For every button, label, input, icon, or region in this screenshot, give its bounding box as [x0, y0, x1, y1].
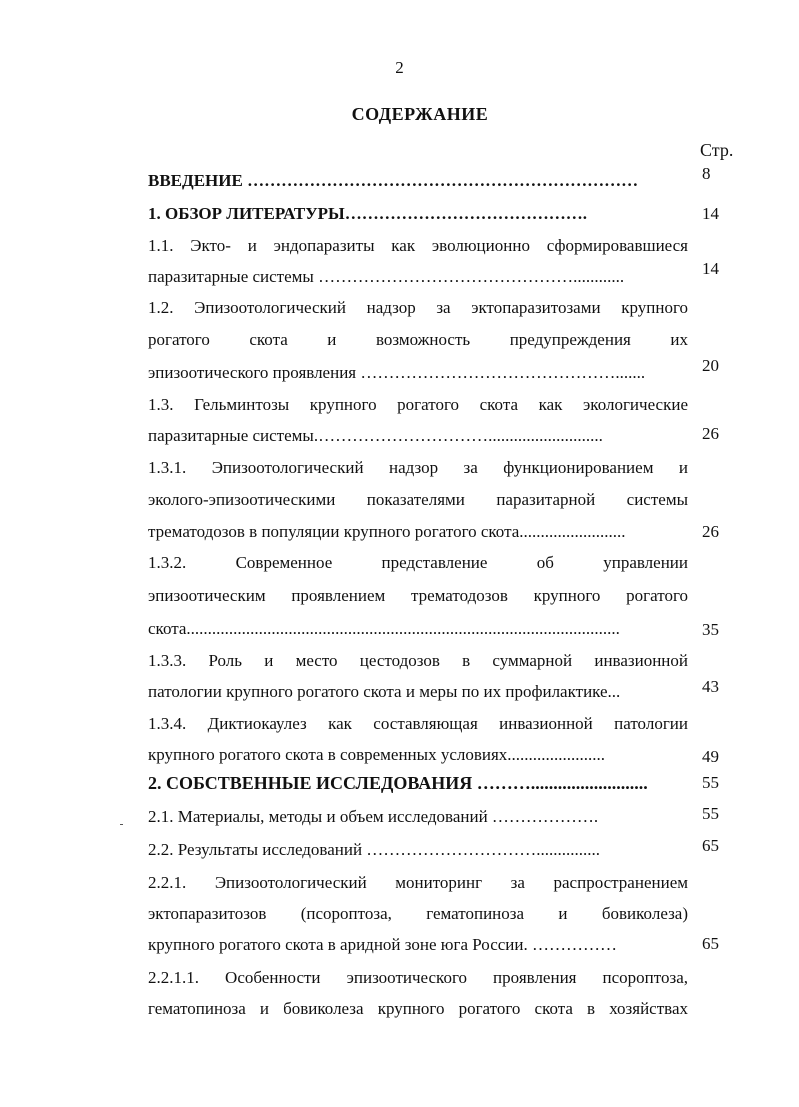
toc-entry-1-2-line-2: рогатого скота и возможность предупреждения их [148, 330, 688, 349]
toc-entry-1-1-line-1: 1.1. Экто- и эндопаразиты как эволюционно сформировавшиеся [148, 236, 688, 255]
toc-entry-1-3-2-line-1: 1.3.2. Современное представление об управлении [148, 553, 688, 572]
toc-entry-2-2-1-line-1: 2.2.1. Эпизоотологический мониторинг за распространением [148, 873, 688, 892]
page-number: 2 [395, 58, 404, 77]
toc-page-number: 20 [702, 356, 719, 375]
toc-entry-1-3-3-line-1: 1.3.3. Роль и место цестодозов в суммарной инвазионной [148, 651, 688, 670]
toc-entry-1-3-3-line-2: патологии крупного рогатого скота и меры по их профилактике... [148, 682, 621, 701]
toc-page-number: 55 [702, 773, 719, 792]
toc-page-number: 49 [702, 747, 719, 766]
toc-entry-1-3-line-2: паразитарные системы.…………………………........................... [148, 426, 603, 445]
toc-entry-1-3-1-line-3: трематодозов в популяции крупного рогатого скота......................... [148, 522, 626, 541]
toc-entry-2-2-1-line-2: эктопаразитозов (псороптоза, гематопиноза и бовиколеза) [148, 904, 688, 923]
scan-artifact [120, 824, 123, 825]
toc-page-number: 14 [702, 259, 719, 278]
toc-entry-1-2-line-3: эпизоотического проявления ………………………………………....... [148, 363, 646, 382]
toc-page-number: 65 [702, 836, 719, 855]
toc-entry-1-3-1-line-1: 1.3.1. Эпизоотологический надзор за функционированием и [148, 458, 688, 477]
toc-page-number: 43 [702, 677, 719, 696]
toc-entry-section-2: 2. СОБСТВЕННЫЕ ИССЛЕДОВАНИЯ ……….......................... [148, 773, 648, 793]
toc-entry-1-3-2-line-2: эпизоотическим проявлением трематодозов крупного рогатого [148, 586, 688, 605]
toc-page-number: 35 [702, 620, 719, 639]
toc-entry-1-3-line-1: 1.3. Гельминтозы крупного рогатого скота как экологические [148, 395, 688, 414]
toc-page-number: 14 [702, 204, 719, 223]
toc-page-number: 55 [702, 804, 719, 823]
toc-entry-2-1: 2.1. Материалы, методы и объем исследований ………………. [148, 807, 599, 826]
toc-page-number: 8 [702, 164, 711, 183]
page-title: СОДЕРЖАНИЕ [351, 104, 489, 124]
toc-entry-1-3-4-line-2: крупного рогатого скота в современных условиях....................... [148, 745, 606, 764]
toc-entry-2-2-1-1-line-1: 2.2.1.1. Особенности эпизоотического проявления псороптоза, [148, 968, 688, 987]
toc-entry-2-2-1-1-line-2: гематопиноза и бовиколеза крупного рогатого скота в хозяйствах [148, 999, 688, 1018]
toc-page-number: 65 [702, 934, 719, 953]
toc-page-number: 26 [702, 424, 719, 443]
toc-entry-1-3-2-line-3: скота...................................................................................................... [148, 619, 620, 638]
toc-entry-1-3-1-line-2: эколого-эпизоотическими показателями паразитарной системы [148, 490, 688, 509]
toc-entry-section-1: 1. ОБЗОР ЛИТЕРАТУРЫ……………………………………. [148, 204, 587, 223]
toc-entry-1-3-4-line-1: 1.3.4. Диктиокаулез как составляющая инвазионной патологии [148, 714, 688, 733]
page-column-header: Стр. [700, 140, 734, 160]
toc-entry-1-1-line-2: паразитарные системы ………………………………………............ [148, 267, 625, 286]
toc-entry-2-2-1-line-3: крупного рогатого скота в аридной зоне юга России. …………… [148, 935, 617, 954]
toc-entry-2-2: 2.2. Результаты исследований …………………………............... [148, 840, 601, 859]
toc-entry-1-2-line-1: 1.2. Эпизоотологический надзор за эктопаразитозами крупного [148, 298, 688, 317]
toc-page-number: 26 [702, 522, 719, 541]
toc-entry-introduction: ВВЕДЕНИЕ …………………………………………………………… [148, 171, 639, 190]
